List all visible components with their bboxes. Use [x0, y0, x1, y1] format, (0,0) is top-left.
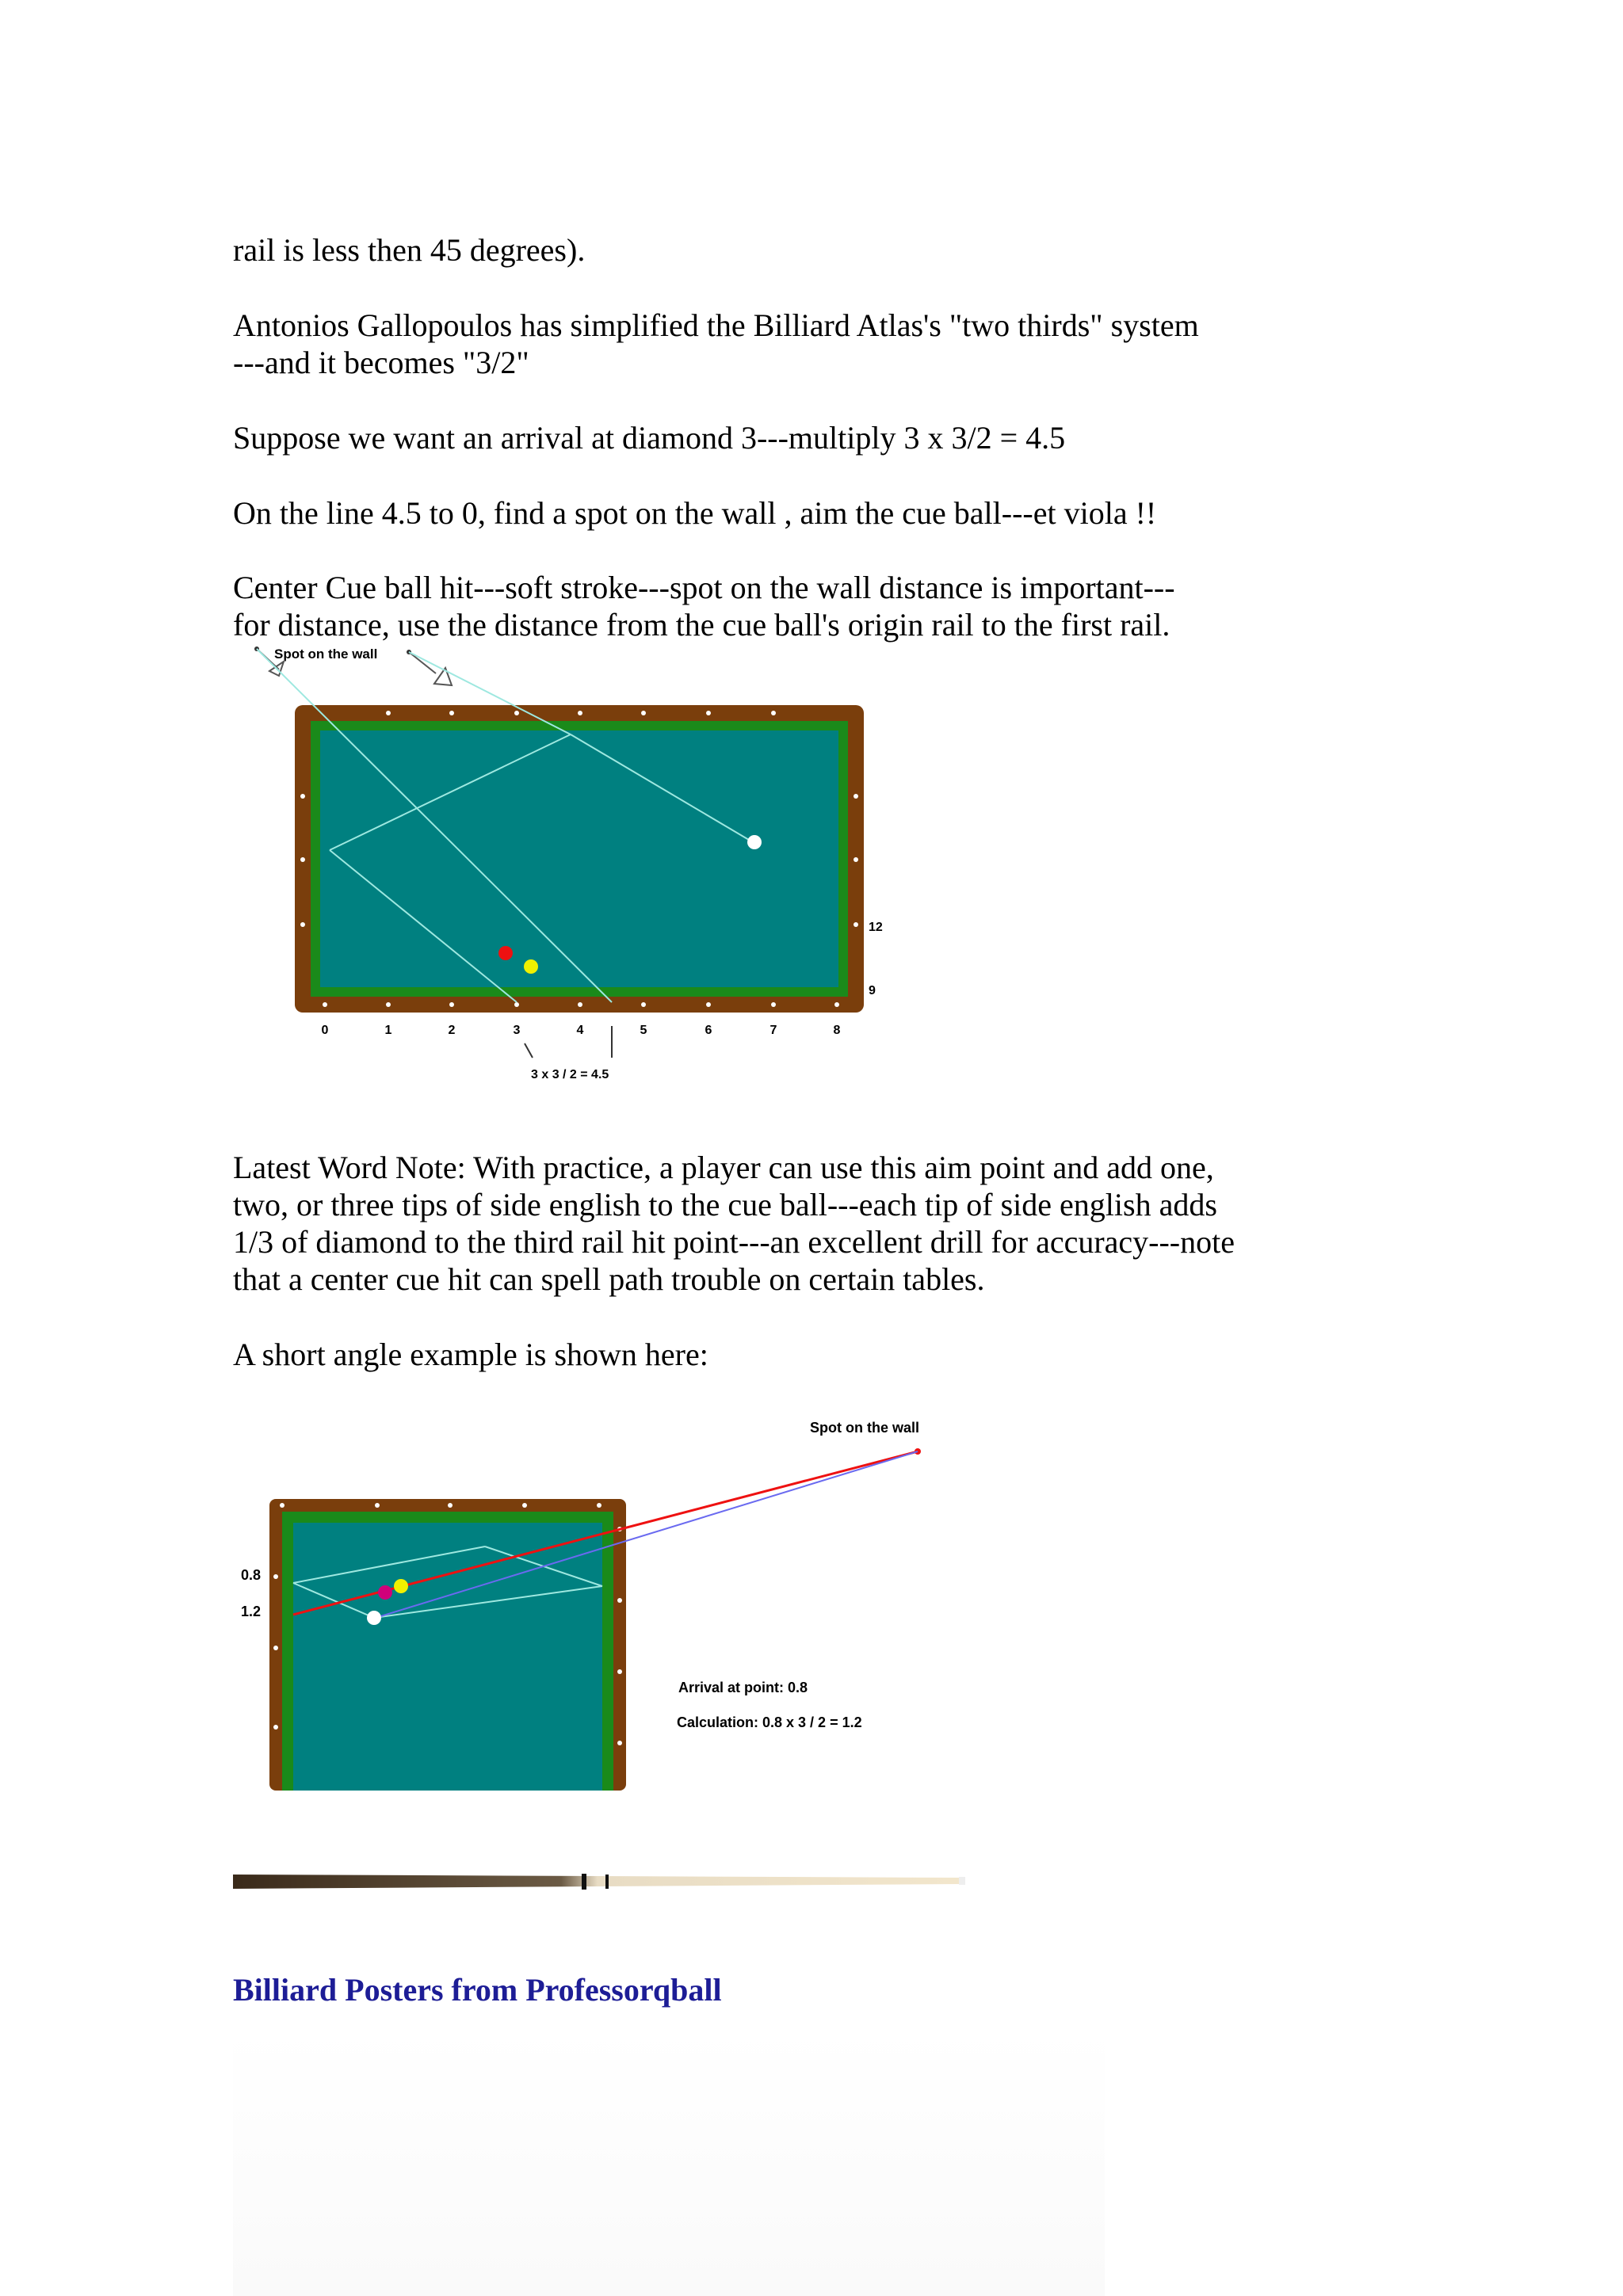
- diamond-number: 3: [513, 1024, 521, 1037]
- left-label-1.2: 1.2: [241, 1604, 262, 1619]
- diamond-number: 6: [705, 1024, 712, 1037]
- arrow-icon: [434, 668, 452, 685]
- diamond-number: 8: [833, 1024, 841, 1037]
- diamond-number: 5: [640, 1024, 647, 1037]
- paragraph-line: that a center cue hit can spell path trouble on certain tables.: [233, 1261, 985, 1297]
- cue-ring: [605, 1875, 609, 1889]
- paragraph-line: 1/3 of diamond to the third rail hit point---an excellent drill for accuracy---note: [233, 1224, 1235, 1260]
- diamond-number: 4: [576, 1024, 584, 1037]
- paragraph-arrival-example: Suppose we want an arrival at diamond 3---multiply 3 x 3/2 = 4.5: [233, 420, 1066, 456]
- left-label-0.8: 0.8: [241, 1567, 262, 1583]
- paragraph-short-angle: A short angle example is shown here:: [233, 1337, 708, 1372]
- paragraph-line: Latest Word Note: With practice, a player can use this aim point and add one,: [233, 1150, 1214, 1185]
- diamond-number: 1: [384, 1024, 392, 1037]
- diamond-number: 2: [448, 1024, 456, 1037]
- billiard-posters-link[interactable]: Billiard Posters from Professorqball: [233, 1972, 722, 2008]
- cue-ball: [367, 1611, 381, 1625]
- magenta-ball: [378, 1585, 392, 1600]
- calc-label: 3 x 3 / 2 = 4.5: [531, 1068, 609, 1081]
- spot-on-wall-label: Spot on the wall: [274, 646, 378, 662]
- right-label-12: 12: [869, 921, 883, 934]
- page-background-fade: [233, 2028, 1105, 2296]
- paragraph-gallopoulos: [233, 307, 1358, 381]
- calc-pointer: [525, 1043, 533, 1058]
- spot-pointer-line: [409, 652, 436, 673]
- paragraph-line: Center Cue ball hit---soft stroke---spot on the wall distance is important---: [233, 570, 1175, 605]
- cue-shaft: [233, 1875, 962, 1889]
- cue-tip: [959, 1877, 965, 1885]
- table-cloth: [320, 730, 838, 987]
- cue-ball: [747, 835, 762, 849]
- calculation-label: Calculation: 0.8 x 3 / 2 = 1.2: [677, 1714, 862, 1730]
- paragraph-line: for distance, use the distance from the cue ball's origin rail to the first rail.: [233, 607, 1170, 643]
- paragraph-line-instruction: On the line 4.5 to 0, find a spot on the wall , aim the cue ball---et viola !!: [233, 495, 1157, 531]
- red-ball: [498, 946, 513, 960]
- paragraph-latest-word-note: [233, 1149, 1358, 1298]
- cue-stick-image: [233, 1868, 970, 1895]
- paragraph-line: ---and it becomes "3/2": [233, 345, 529, 380]
- spot-on-wall-label: Spot on the wall: [810, 1420, 919, 1436]
- paragraph-rail-angle: rail is less then 45 degrees).: [233, 232, 586, 268]
- paragraph-line: Antonios Gallopoulos has simplified the Billiard Atlas's "two thirds" system: [233, 307, 1199, 343]
- billiard-table-diagram: [238, 638, 903, 1089]
- diamond-number: 7: [769, 1024, 777, 1037]
- yellow-ball: [394, 1579, 408, 1593]
- paragraph-center-hit: [233, 569, 1358, 643]
- bottom-diamond-numbers: [322, 1024, 841, 1037]
- yellow-ball: [524, 959, 538, 974]
- paragraph-line: two, or three tips of side english to the cue ball---each tip of side english adds: [233, 1187, 1217, 1222]
- cue-ring: [582, 1874, 586, 1890]
- diamond-number: 0: [321, 1024, 329, 1037]
- right-label-9: 9: [869, 984, 876, 997]
- arrival-label: Arrival at point: 0.8: [678, 1680, 808, 1695]
- short-angle-diagram: [230, 1410, 991, 1791]
